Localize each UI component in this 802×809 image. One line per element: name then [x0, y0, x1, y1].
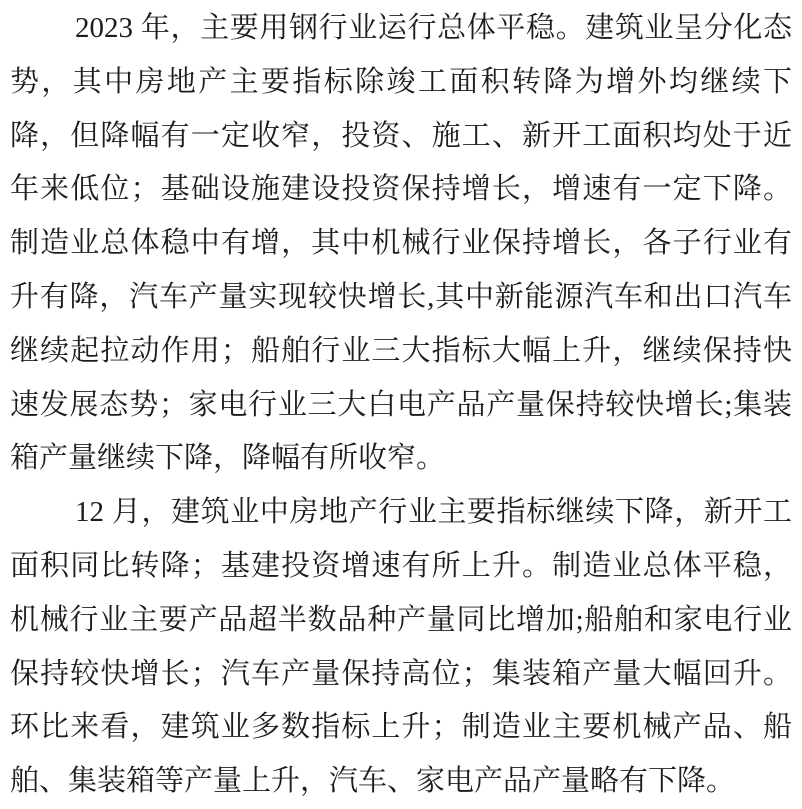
paragraph-december-overview: 12 月，建筑业中房地产行业主要指标继续下降，新开工面积同比转降；基建投资增速有所上升。制造业总体平稳，机械行业主要产品超半数品种产量同比增加;船舶和家电行业保持较快增长；汽车产量保持高位；集装箱产量大幅回升。环比来看，建筑业多数指标上升；制造业主要机械产品、船舶、集装箱等产量上升，汽车、家电产品产量略有下降。 — [10, 496, 792, 798]
paragraph-annual-overview: 2023 年，主要用钢行业运行总体平稳。建筑业呈分化态势，其中房地产主要指标除竣工面积转降为增外均继续下降，但降幅有一定收窄，投资、施工、新开工面积均处于近年来低位；基础设施建设投资保持增长，增速有一定下降。制造业总体稳中有增，其中机械行业保持增长，各子行业有升有降，汽车产量实现较快增长,其中新能源汽车和出口汽车继续起拉动作用；船舶行业三大指标大幅上升，继续保持快速发展态势；家电行业三大白电产品产量保持较快增长;集装箱产量继续下降，降幅有所收窄。 — [10, 12, 792, 475]
